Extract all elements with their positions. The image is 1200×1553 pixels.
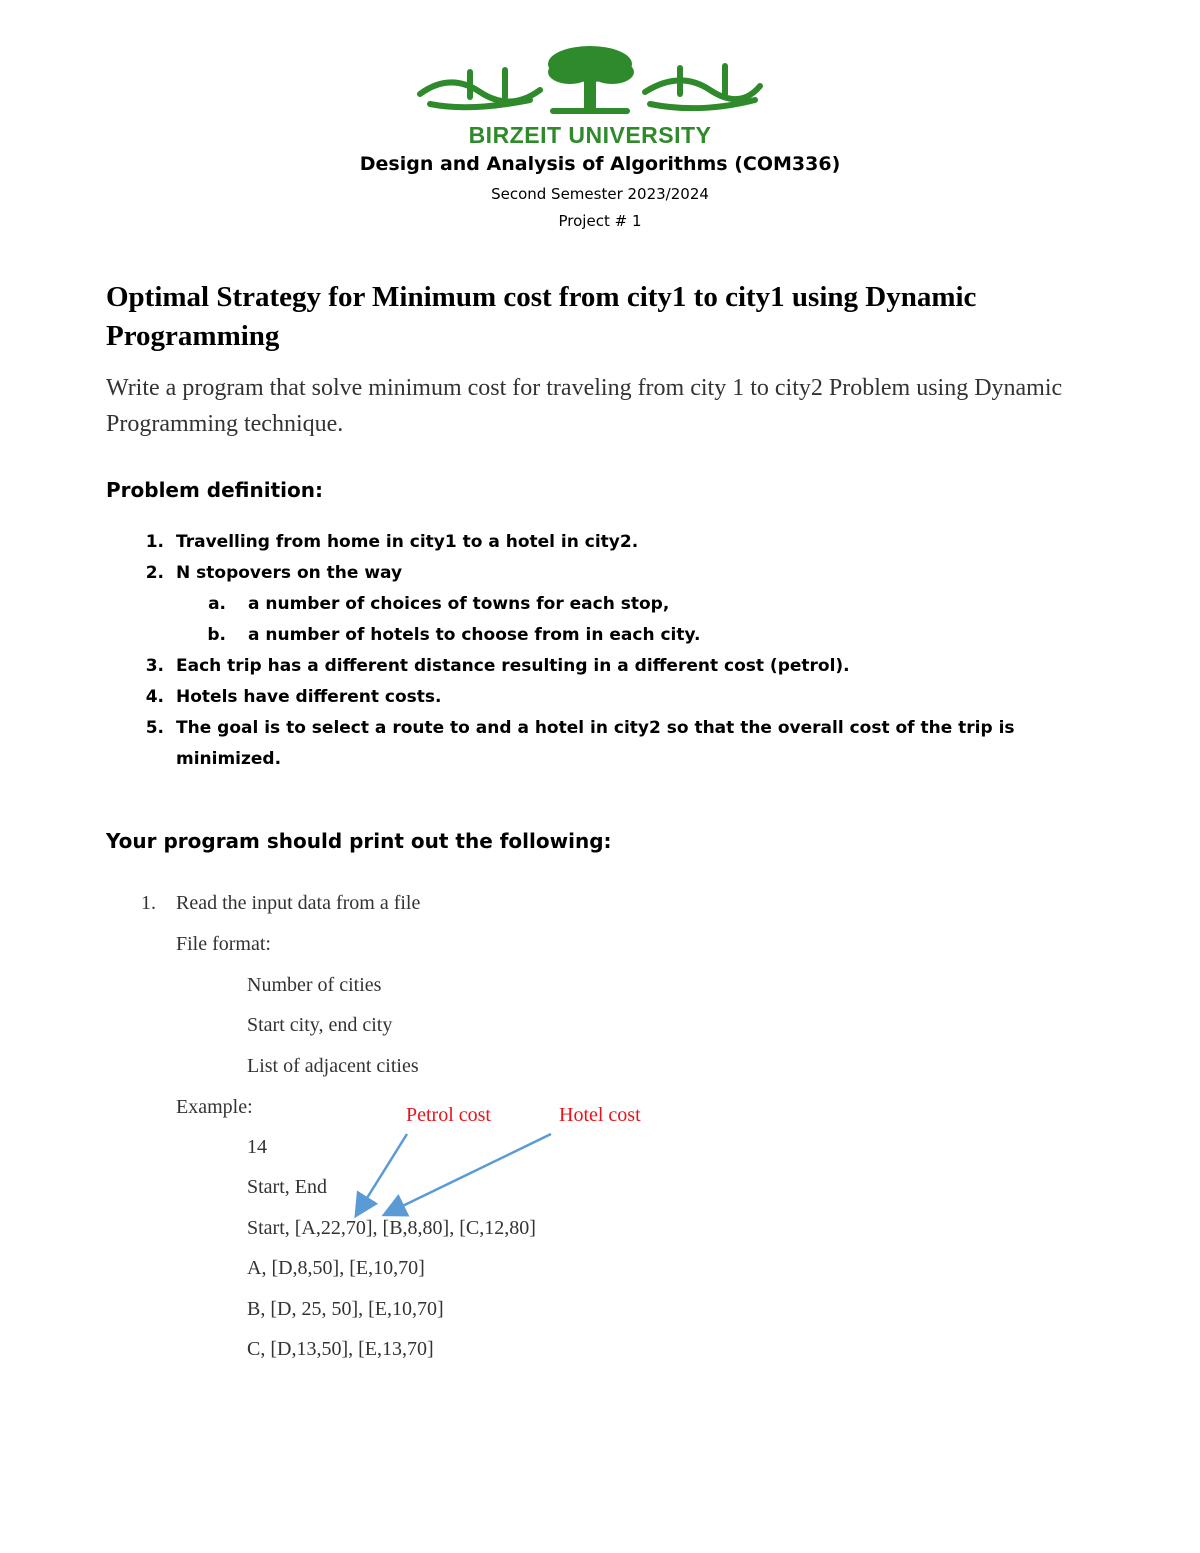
document-title: Optimal Strategy for Minimum cost from city1 to city1 using Dynamic Programming: [106, 281, 977, 352]
list-number: b.: [207, 625, 226, 645]
petrol-cost-annotation: Petrol cost: [406, 1104, 491, 1126]
logo-text: BIRZEIT UNIVERSITY: [468, 122, 712, 148]
output-item-number: 1.: [141, 892, 156, 914]
list-text: N stopovers on the way: [176, 563, 403, 583]
problem-heading: Problem definition:: [106, 478, 323, 502]
example-line: Start, [A,22,70], [B,8,80], [C,12,80]: [247, 1217, 536, 1239]
file-format-label: File format:: [176, 933, 271, 955]
course-title: Design and Analysis of Algorithms (COM336): [359, 153, 841, 175]
list-text: a number of choices of towns for each stop,: [248, 594, 670, 614]
example-line: 14: [247, 1136, 267, 1158]
example-line: B, [D, 25, 50], [E,10,70]: [247, 1298, 444, 1320]
list-number: 2.: [145, 563, 164, 583]
list-text: a number of hotels to choose from in each city.: [248, 625, 701, 645]
example-line: C, [D,13,50], [E,13,70]: [247, 1338, 434, 1360]
format-line: Number of cities: [247, 974, 382, 996]
list-text: The goal is to select a route to and a hotel in city2 so that the overall cost of the trip is: [176, 718, 1015, 738]
list-number: 4.: [145, 687, 164, 707]
output-heading: Your program should print out the following:: [106, 829, 612, 853]
output-item-text: Read the input data from a file: [176, 892, 421, 914]
hotel-arrow-icon: [386, 1134, 551, 1214]
list-text: minimized.: [176, 749, 282, 769]
list-text: Each trip has a different distance resulting in a different cost (petrol).: [176, 656, 850, 676]
list-number: 3.: [145, 656, 164, 676]
list-text: Hotels have different costs.: [176, 687, 442, 707]
semester-label: Second Semester 2023/2024: [491, 185, 709, 203]
intro-paragraph: Write a program that solve minimum cost for traveling from city 1 to city2 Problem using Dynamic Programming technique.: [106, 375, 1063, 437]
example-label: Example:: [176, 1096, 253, 1118]
list-number: 5.: [145, 718, 164, 738]
format-line: List of adjacent cities: [247, 1055, 419, 1077]
list-text: Travelling from home in city1 to a hotel in city2.: [176, 532, 639, 552]
project-label: Project # 1: [558, 212, 642, 230]
example-line: A, [D,8,50], [E,10,70]: [247, 1257, 425, 1279]
list-number: a.: [208, 594, 226, 614]
petrol-arrow-icon: [357, 1134, 407, 1214]
example-line: Start, End: [247, 1176, 327, 1198]
format-line: Start city, end city: [247, 1014, 393, 1036]
list-number: 1.: [145, 532, 164, 552]
hotel-cost-annotation: Hotel cost: [559, 1104, 641, 1126]
